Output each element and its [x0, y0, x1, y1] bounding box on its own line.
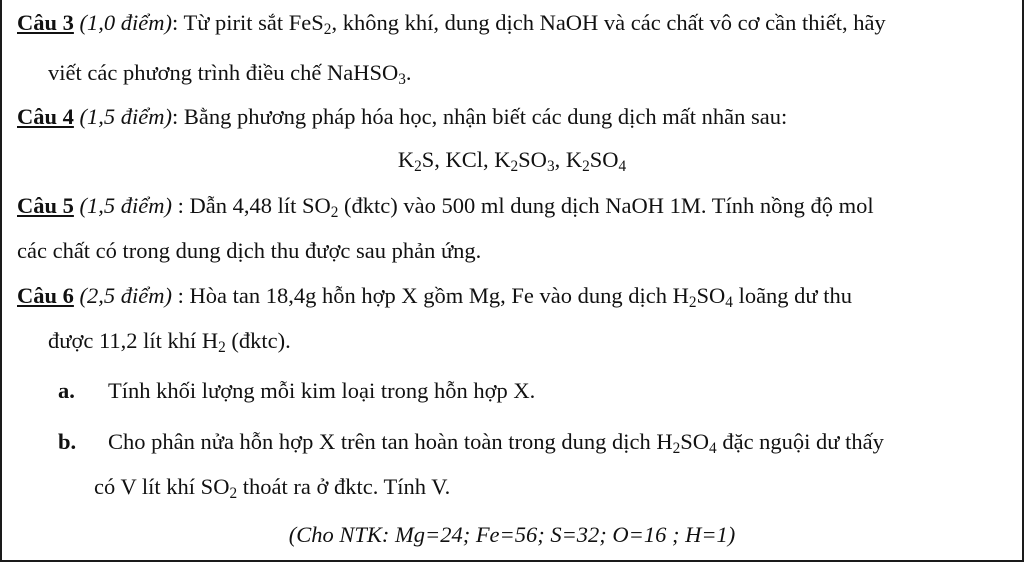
- question-6-points: (2,5 điểm): [73, 283, 172, 308]
- subscript: 2: [510, 157, 519, 175]
- question-3-text-2-end: .: [405, 60, 412, 85]
- subscript: 2: [688, 293, 697, 311]
- question-3-text-2: viết các phương trình điều chế NaHSO: [48, 60, 399, 85]
- question-6-line-1: [17, 283, 852, 311]
- subscript: 2: [414, 157, 422, 175]
- subscript: 2: [218, 338, 226, 356]
- question-5-points: (1,5 điểm): [73, 193, 172, 218]
- question-5-text: : Dẫn 4,48 lít SO: [172, 193, 331, 218]
- subscript: 2: [672, 439, 681, 457]
- question-4-points: (1,5 điểm): [73, 104, 172, 129]
- question-6-text-2-end: (đktc).: [225, 328, 291, 353]
- question-4-label: Câu 4: [17, 104, 74, 129]
- question-4-text: : Bằng phương pháp hóa học, nhận biết các dung dịch mất nhãn sau:: [172, 104, 788, 129]
- question-4-formulas: [0, 147, 1024, 175]
- subscript: 4: [725, 293, 733, 311]
- formula-text: K: [397, 147, 415, 172]
- question-3-label: Câu 3: [17, 10, 74, 35]
- question-3-line-2: [48, 60, 412, 88]
- formula-text: SO: [589, 147, 619, 172]
- subscript: 2: [229, 484, 238, 502]
- question-5-text-end: (đktc) vào 500 ml dung dịch NaOH 1M. Tính nồng độ mol: [338, 193, 874, 218]
- subscript: 4: [618, 157, 627, 175]
- subscript: 3: [398, 70, 406, 88]
- subscript: 2: [582, 157, 590, 175]
- formula-text: S, KCl, K: [421, 147, 511, 172]
- question-3-text: : Từ pirit sắt FeS: [172, 10, 324, 35]
- item-a-letter: a.: [58, 378, 75, 403]
- question-5-line-2: [17, 240, 481, 263]
- question-5-label: Câu 5: [17, 193, 74, 218]
- question-6-text-mid: SO: [696, 283, 726, 308]
- subscript: 3: [546, 157, 555, 175]
- question-6-text: : Hòa tan 18,4g hỗn hợp X gồm Mg, Fe vào dung dịch H: [172, 283, 689, 308]
- item-b-text-2: có V lít khí SO: [94, 474, 230, 499]
- item-b-text: Cho phân nửa hỗn hợp X trên tan hoàn toàn trong dung dịch H: [108, 429, 673, 454]
- item-b-text-2-end: thoát ra ở đktc. Tính V.: [237, 474, 451, 499]
- question-6-text-end: loãng dư thu: [732, 283, 852, 308]
- question-6-item-b-line-2: [94, 474, 451, 502]
- item-b-letter: b.: [58, 429, 77, 454]
- question-5-text-2: các chất có trong dung dịch thu được sau phản ứng.: [17, 238, 482, 263]
- subscript: 2: [330, 203, 339, 221]
- item-a-text: Tính khối lượng mỗi kim loại trong hỗn hợp X.: [108, 378, 536, 403]
- question-3-line-1: [17, 10, 886, 38]
- subscript: 2: [323, 20, 332, 38]
- question-6-item-b: [58, 429, 884, 457]
- question-4-line-1: [17, 106, 787, 129]
- subscript: 4: [709, 439, 717, 457]
- atomic-mass-note: (Cho NTK: Mg=24; Fe=56; S=32; O=16 ; H=1): [288, 522, 736, 547]
- question-6-line-2: [48, 328, 291, 356]
- question-3-points: (1,0 điểm): [73, 10, 172, 35]
- formula-text: , K: [554, 147, 583, 172]
- question-3-text-end: , không khí, dung dịch NaOH và các chất vô cơ cần thiết, hãy: [331, 10, 886, 35]
- question-6-text-2: được 11,2 lít khí H: [48, 328, 219, 353]
- item-b-text-mid: SO: [680, 429, 710, 454]
- item-b-text-end: đặc nguội dư thấy: [716, 429, 884, 454]
- question-5-line-1: [17, 193, 874, 221]
- formula-text: SO: [518, 147, 547, 172]
- question-6-label: Câu 6: [17, 283, 74, 308]
- question-6-item-a: [58, 380, 535, 403]
